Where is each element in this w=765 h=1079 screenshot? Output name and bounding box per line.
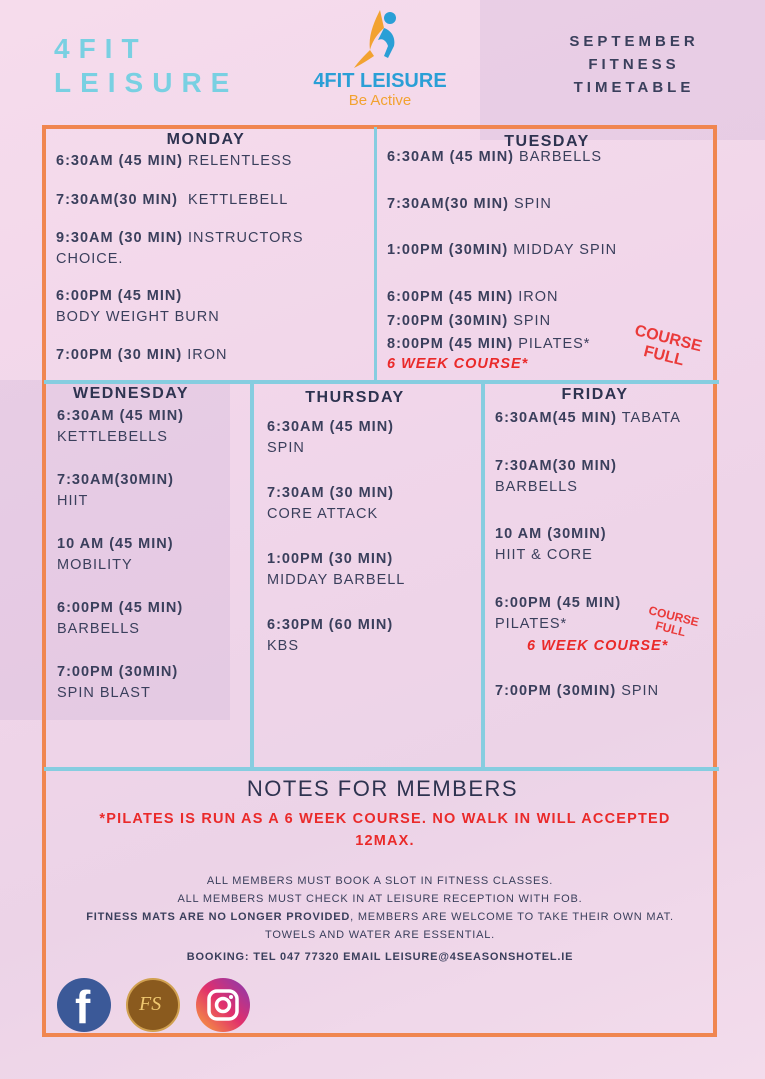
class-name: PILATES*	[518, 336, 591, 352]
class-time: 6:00PM (45 MIN)	[495, 595, 622, 611]
member-notes	[46, 872, 714, 944]
class-time: 10 AM (45 MIN)	[57, 536, 174, 552]
class-entry	[387, 240, 713, 261]
class-name: BARBELLS	[519, 149, 602, 165]
divider-row-1	[44, 380, 719, 384]
hotel-crest-icon[interactable]	[126, 978, 180, 1032]
facebook-icon[interactable]	[57, 978, 111, 1032]
note-rest: , MEMBERS ARE WELCOME TO TAKE THEIR OWN MAT.	[350, 911, 674, 923]
note-bold: FITNESS MATS ARE NO LONGER PROVIDED	[86, 911, 351, 923]
class-entry	[57, 662, 187, 704]
instagram-glyph-icon	[196, 978, 250, 1032]
logo-name: 4FIT LEISURE	[313, 70, 447, 92]
instagram-icon[interactable]	[196, 978, 250, 1032]
class-entry	[387, 287, 713, 308]
class-entry	[57, 598, 247, 640]
brand-wordmark	[54, 32, 238, 100]
course-note: 6 WEEK COURSE*	[387, 356, 529, 372]
class-time: 6:30PM (60 MIN)	[267, 617, 394, 633]
brand-line-1: 4FIT	[54, 33, 148, 64]
class-entry	[57, 406, 247, 448]
class-entry	[495, 524, 713, 566]
class-name: SPIN	[267, 440, 305, 456]
class-time: 1:00PM (30 MIN)	[267, 551, 394, 567]
class-name: KETTLEBELL	[188, 192, 289, 208]
class-name: KBS	[267, 638, 300, 654]
note-line: TOWELS AND WATER ARE ESSENTIAL.	[265, 929, 495, 941]
day-title: FRIDAY	[561, 386, 629, 403]
divider-mon-tue	[374, 127, 377, 381]
course-full-stamp: COURSE FULL	[632, 322, 704, 370]
divider-thu-fri	[481, 382, 485, 768]
class-time: 6:30AM (45 MIN)	[387, 149, 514, 165]
class-time: 1:00PM (30MIN)	[387, 242, 509, 258]
class-time: 7:00PM (30MIN)	[57, 664, 179, 680]
class-entry	[495, 681, 713, 702]
class-time: 6:30AM (45 MIN)	[267, 419, 394, 435]
class-name: KETTLEBELLS	[57, 429, 168, 445]
class-entry	[57, 470, 247, 512]
class-entry	[495, 456, 713, 498]
class-entry	[56, 228, 331, 270]
pilates-warning: *PILATES IS RUN AS A 6 WEEK COURSE. NO WALK IN WILL ACCEPTED 12MAX.	[99, 811, 671, 849]
class-name: RELENTLESS	[188, 153, 293, 169]
class-name: INSTRUCTORS CHOICE.	[56, 230, 304, 267]
class-entry	[387, 147, 713, 168]
class-name: HIIT	[57, 493, 89, 509]
class-time: 7:00PM (30MIN)	[495, 683, 617, 699]
class-name: BARBELLS	[495, 479, 578, 495]
class-name: MIDDAY SPIN	[513, 242, 618, 258]
day-title: THURSDAY	[305, 389, 405, 406]
note-line: ALL MEMBERS MUST CHECK IN AT LEISURE RECEPTION WITH FOB.	[177, 893, 583, 905]
class-name: SPIN	[513, 313, 552, 329]
class-entry	[56, 345, 372, 366]
class-name: BODY WEIGHT BURN	[56, 309, 220, 325]
class-time: 6:30AM(45 MIN)	[495, 410, 617, 426]
class-name: PILATES*	[495, 616, 568, 632]
class-name: MIDDAY BARBELL	[267, 572, 406, 588]
day-title: WEDNESDAY	[72, 385, 190, 402]
note-line	[46, 908, 714, 926]
class-name: CORE ATTACK	[267, 506, 379, 522]
notes-heading: NOTES FOR MEMBERS	[246, 776, 519, 801]
class-entry	[267, 615, 477, 657]
class-entry	[267, 417, 477, 459]
class-time: 6:30AM (45 MIN)	[56, 153, 183, 169]
class-entry	[56, 190, 372, 211]
class-name: SPIN	[514, 196, 552, 212]
class-time: 6:00PM (45 MIN)	[387, 289, 514, 305]
class-name: HIIT & CORE	[495, 547, 593, 563]
facebook-letter: f	[75, 981, 91, 1033]
class-time: 6:00PM (45 MIN)	[56, 288, 183, 304]
class-time: 7:30AM(30MIN)	[57, 472, 174, 488]
class-time: 6:00PM (45 MIN)	[57, 600, 184, 616]
hotel-monogram: FS	[139, 993, 162, 1015]
class-name: MOBILITY	[57, 557, 133, 573]
class-name: SPIN	[621, 683, 660, 699]
class-entry	[495, 408, 713, 429]
class-time: 6:30AM (45 MIN)	[57, 408, 184, 424]
day-monday	[56, 131, 372, 366]
day-friday	[495, 386, 713, 702]
course-note: 6 WEEK COURSE*	[527, 638, 669, 654]
class-name: SPIN BLAST	[57, 685, 151, 701]
logo	[300, 6, 460, 122]
page-title	[554, 30, 714, 99]
title-line-1: SEPTEMBER	[569, 33, 699, 50]
class-time: 10 AM (30MIN)	[495, 526, 607, 542]
day-title: TUESDAY	[504, 133, 590, 150]
class-time: 7:00PM (30 MIN)	[56, 347, 183, 363]
class-time: 8:00PM (45 MIN)	[387, 336, 514, 352]
title-line-3: TIMETABLE	[573, 79, 695, 96]
day-title: MONDAY	[166, 131, 246, 148]
class-name: BARBELLS	[57, 621, 140, 637]
class-name: TABATA	[621, 410, 681, 426]
note-line: ALL MEMBERS MUST BOOK A SLOT IN FITNESS CLASSES.	[206, 875, 554, 887]
divider-row-2	[44, 767, 719, 771]
day-wednesday	[57, 385, 247, 704]
class-time: 9:30AM (30 MIN)	[56, 230, 183, 246]
class-time: 7:30AM(30 MIN)	[495, 458, 617, 474]
class-entry	[267, 483, 477, 525]
divider-wed-thu	[250, 382, 254, 768]
day-thursday	[267, 389, 477, 657]
class-entry	[387, 194, 713, 215]
class-time: 7:30AM(30 MIN)	[56, 192, 178, 208]
brand-line-2: LEISURE	[54, 67, 239, 98]
class-time: 7:30AM (30 MIN)	[267, 485, 394, 501]
title-line-2: FITNESS	[588, 56, 680, 73]
booking-info: BOOKING: TEL 047 77320 EMAIL LEISURE@4SEASONSHOTEL.IE	[186, 951, 574, 963]
class-name: IRON	[187, 347, 228, 363]
class-entry	[57, 534, 247, 576]
class-entry	[267, 549, 477, 591]
course-full-stamp: COURSE FULL	[647, 603, 701, 640]
class-entry	[56, 286, 372, 328]
runner-logo-icon	[350, 6, 410, 72]
logo-tagline: Be Active	[348, 92, 412, 109]
class-entry	[56, 151, 372, 172]
class-name: IRON	[518, 289, 559, 305]
class-time: 7:00PM (30MIN)	[387, 313, 509, 329]
class-time: 7:30AM(30 MIN)	[387, 196, 509, 212]
